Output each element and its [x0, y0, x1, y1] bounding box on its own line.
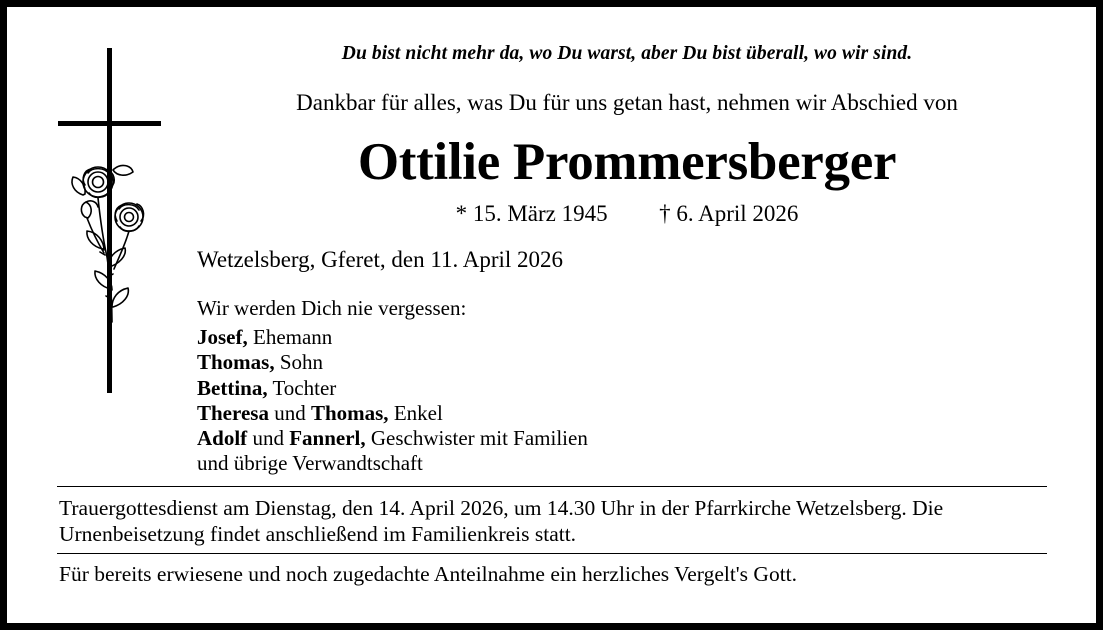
deceased-name: Ottilie Prommersberger [357, 133, 897, 191]
list-item [197, 376, 588, 401]
family-name-second: Thomas, [310, 400, 389, 425]
family-relation: Enkel [388, 400, 443, 425]
family-joiner: und [247, 426, 290, 451]
thanks-text: Für bereits erwiesene und noch zugedachte Anteilnahme ein herzliches Vergelt's Gott. [59, 562, 798, 586]
divider-bottom [57, 553, 1047, 554]
death-date: † 6. April 2026 [659, 201, 799, 226]
family-name: Theresa [197, 400, 269, 425]
family-name: Thomas, [197, 350, 275, 375]
family-relation: Tochter [267, 375, 337, 400]
family-name: Bettina, [197, 375, 268, 400]
list-item: und übrige Verwandtschaft [197, 451, 423, 476]
motto-text: Du bist nicht mehr da, wo Du warst, aber Du bist überall, wo wir sind. [341, 43, 913, 64]
remember-heading: Wir werden Dich nie vergessen: [197, 296, 467, 320]
family-relation: Ehemann [247, 325, 333, 349]
intro-text: Dankbar für alles, was Du für uns getan hast, nehmen wir Abschied von [296, 90, 958, 115]
list-item [197, 325, 588, 350]
family-joiner: und [268, 400, 311, 425]
roses-icon [67, 157, 159, 332]
service-details: Trauergottesdienst am Dienstag, den 14. April 2026, um 14.30 Uhr in der Pfarrkirche Wetzelsberg. Die Urnenbeisetzung findet anschließend im Familienkreis statt. [59, 496, 944, 546]
life-dates [187, 201, 1067, 227]
cross-with-roses-graphic [49, 37, 164, 397]
list-item [197, 350, 588, 375]
divider-top [57, 486, 1047, 487]
place-and-date: Wetzelsberg, Gferet, den 11. April 2026 [197, 247, 564, 272]
cross-crossbar [58, 121, 161, 126]
list-item [197, 401, 588, 426]
notice-inner [7, 7, 1096, 623]
family-relation: Sohn [274, 350, 324, 375]
birth-date: * 15. März 1945 [455, 201, 608, 226]
list-item [197, 426, 588, 451]
family-name: Josef, [197, 325, 248, 349]
family-list [197, 325, 588, 477]
family-name: Adolf [197, 426, 248, 451]
family-name-second: Fannerl, [289, 426, 366, 451]
family-relation: Geschwister mit Familien [365, 426, 588, 451]
